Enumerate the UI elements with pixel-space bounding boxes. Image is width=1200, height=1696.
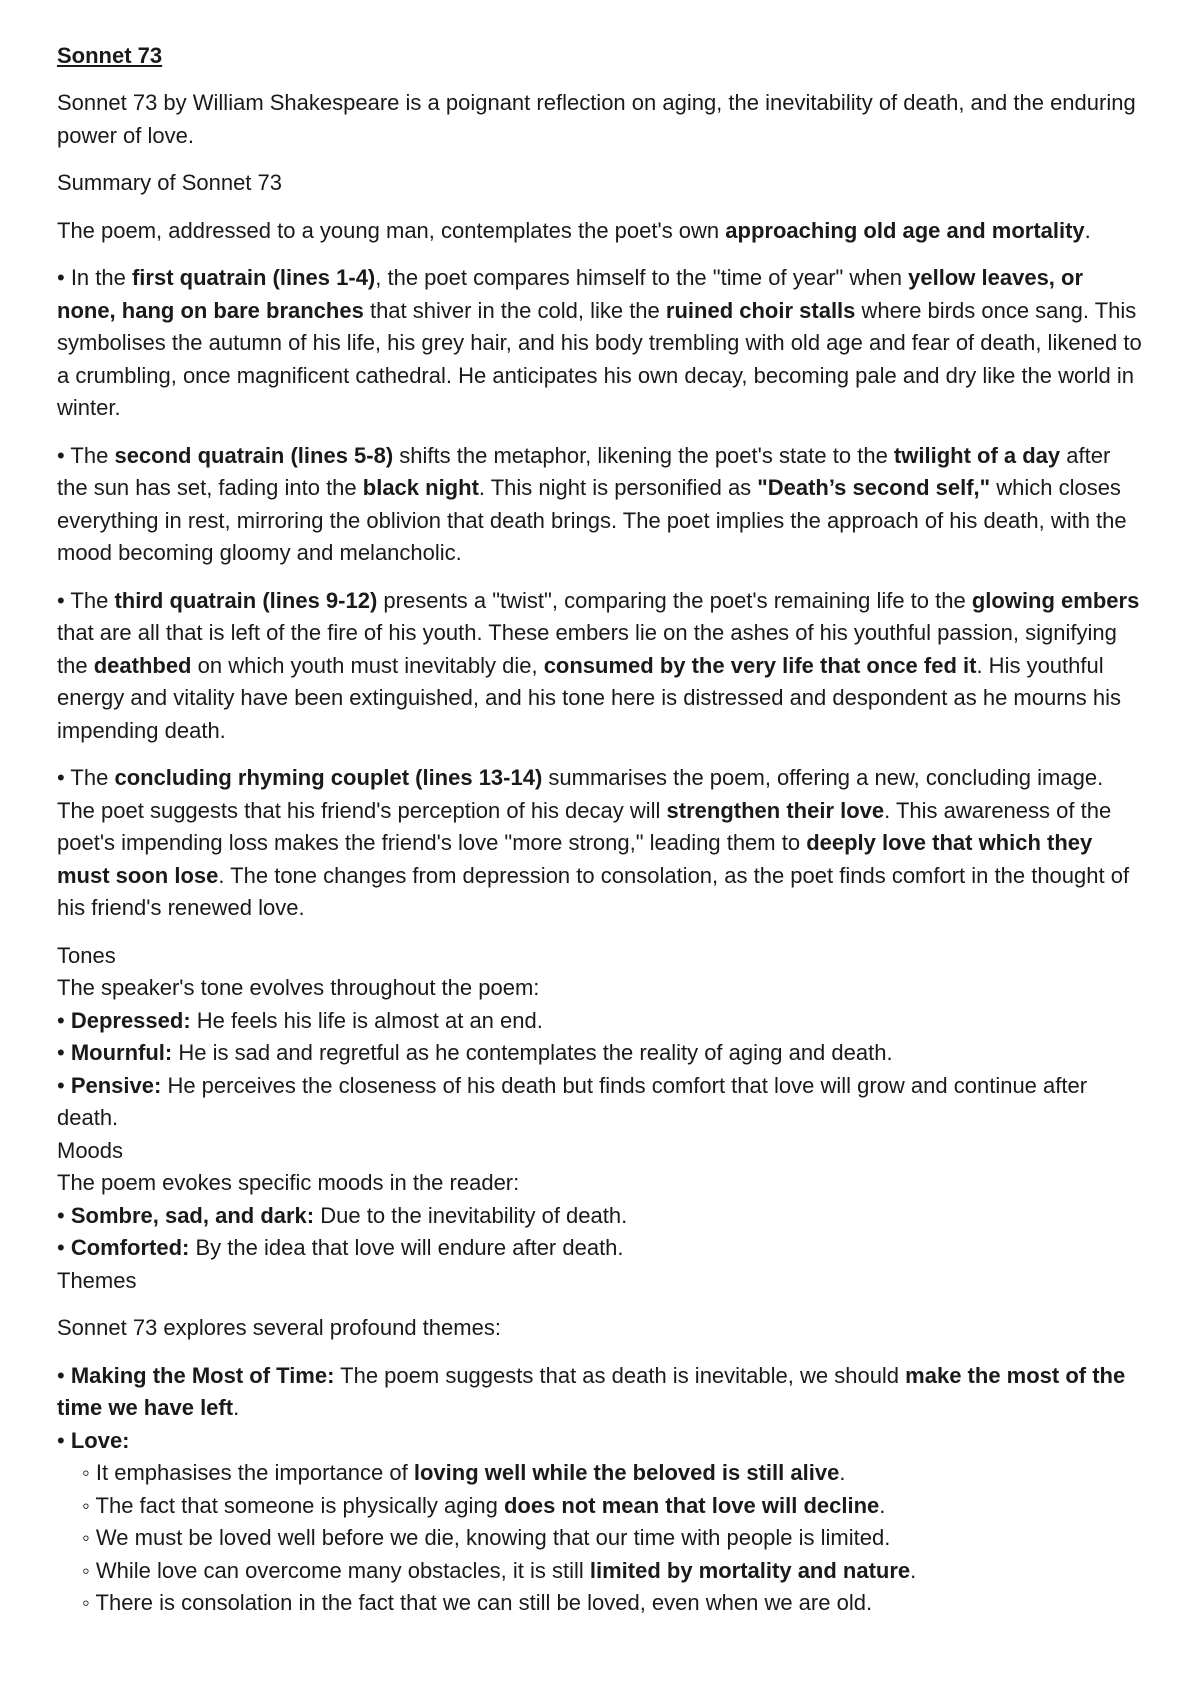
text-run: where birds once sang. This symbolises the autumn of his life, his grey hair, and his body trembling with old age and fear of death, likened to a crumbling, once magnificent cathedral. He anticipates his own decay, becoming pale and dry like the world in winter. [57, 297, 1142, 420]
paragraph [57, 1265, 1144, 1298]
bold-text: glowing embers [971, 587, 1140, 613]
text-run: which closes everything in rest, mirroring the oblivion that death brings. The poet implies the approach of his death, with the mood becoming gloomy and melancholic. [57, 475, 1127, 565]
bold-text: concluding rhyming couplet (lines 13-14) [114, 765, 543, 790]
paragraph [57, 585, 1144, 748]
text-run: The poem, addressed to a young man, contemplates the poet's own [57, 217, 726, 243]
text-run: that are all that is left of the fire of his youth. These embers lie on the ashes of his youthful passion, signifying the [57, 620, 1117, 678]
bold-text: black night [362, 475, 479, 500]
bold-text: "Death’s second self," [757, 475, 991, 500]
bold-text: Pensive: [70, 1072, 162, 1098]
bold-text: consumed by the very life that once fed it [543, 652, 977, 678]
text-run: . His youthful energy and vitality have been extinguished, and his tone here is distressed and despondent as he mourns his impending death. [57, 652, 1122, 743]
paragraph [57, 972, 1144, 1005]
paragraph [57, 167, 1144, 200]
text-run: . [910, 1557, 917, 1583]
text-run: shifts the metaphor, likening the poet's state to the [393, 442, 894, 468]
text-run: after the sun has set, fading into the [57, 442, 1111, 500]
bold-text: deathbed [93, 652, 192, 678]
text-run: on which youth must inevitably die, [191, 652, 544, 678]
paragraph [57, 1167, 1144, 1200]
text-run: • The [57, 442, 115, 468]
document-body [57, 87, 1144, 1620]
text-run: • [57, 1007, 71, 1033]
text-run: He feels his life is almost at an end. [190, 1007, 543, 1033]
bold-text: does not mean that love will decline [503, 1492, 880, 1518]
text-run: . [233, 1395, 240, 1420]
text-run: • [57, 1427, 71, 1453]
text-run: Due to the inevitability of death. [314, 1202, 628, 1228]
text-run: The poem suggests that as death is inevitable, we should [334, 1362, 906, 1388]
text-run: • [57, 1235, 71, 1260]
text-run: ◦ It emphasises the importance of [82, 1460, 414, 1485]
paragraph [57, 440, 1144, 570]
sub-list-item [57, 1522, 1144, 1555]
bold-text: second quatrain (lines 5-8) [114, 442, 394, 468]
sub-list-item [57, 1587, 1144, 1620]
paragraph [57, 1005, 1144, 1038]
sub-list-item [57, 1457, 1144, 1490]
paragraph [57, 1232, 1144, 1265]
text-run: presents a "twist", comparing the poet's remaining life to the [377, 587, 972, 613]
text-run: He perceives the closeness of his death but finds comfort that love will grow and continue after death. [57, 1072, 1088, 1130]
bold-text: make the most of the time we have left [57, 1362, 1126, 1420]
text-run: ◦ The fact that someone is physically aging [82, 1492, 504, 1518]
text-run: , the poet compares himself to the "time of year" when [375, 265, 909, 290]
paragraph [57, 215, 1144, 248]
text-run: The speaker's tone evolves throughout the poem: [57, 975, 540, 1000]
paragraph [57, 1425, 1144, 1458]
text-run: • [57, 1362, 71, 1388]
text-run: • In the [57, 265, 132, 290]
paragraph [57, 1070, 1144, 1135]
text-run: . The tone changes from depression to consolation, as the poet finds comfort in the thought of his friend's renewed love. [57, 862, 1130, 920]
bold-text: first quatrain (lines 1-4) [131, 265, 376, 290]
paragraph [57, 1200, 1144, 1233]
text-run: The poem evokes specific moods in the reader: [57, 1170, 520, 1195]
text-run: . [839, 1460, 846, 1485]
bold-text: deeply love that which they must soon lose [57, 830, 1093, 888]
text-run: • The [57, 765, 115, 790]
document-title: Sonnet 73 [57, 43, 163, 68]
bold-text: Love: [70, 1427, 130, 1453]
bold-text: Mournful: [70, 1040, 173, 1065]
bold-text: yellow leaves, or none, hang on bare branches [57, 265, 1084, 323]
bold-text: ruined choir stalls [665, 297, 856, 323]
text-run: ◦ We must be loved well before we die, knowing that our time with people is limited. [82, 1525, 891, 1550]
paragraph [57, 1360, 1144, 1425]
text-run: • The [57, 587, 115, 613]
bold-text: Depressed: [70, 1007, 191, 1033]
sub-list-item [57, 1555, 1144, 1588]
text-run: Summary of Sonnet 73 [57, 170, 283, 195]
text-run: • [57, 1202, 71, 1228]
bold-text: Sombre, sad, and dark: [70, 1202, 315, 1228]
text-run: By the idea that love will endure after death. [189, 1235, 624, 1260]
bold-text: third quatrain (lines 9-12) [114, 587, 378, 613]
text-run: ◦ There is consolation in the fact that we can still be loved, even when we are old. [82, 1590, 873, 1615]
bold-text: loving well while the beloved is still alive [413, 1460, 840, 1485]
text-run: Tones [57, 942, 116, 968]
text-run: He is sad and regretful as he contemplates the reality of aging and death. [172, 1040, 893, 1065]
text-run: Themes [57, 1267, 137, 1293]
text-run: . This awareness of the poet's impending loss makes the friend's love "more strong," leading them to [57, 797, 1112, 855]
text-run: Moods [57, 1137, 124, 1163]
sub-list-item [57, 1490, 1144, 1523]
bold-text: twilight of a day [893, 442, 1061, 468]
paragraph [57, 1037, 1144, 1070]
paragraph [57, 1135, 1144, 1168]
text-run: . This night is personified as [478, 475, 758, 500]
text-run: that shiver in the cold, like the [363, 297, 666, 323]
bold-text: limited by mortality and nature [589, 1557, 911, 1583]
text-run: • [57, 1040, 71, 1065]
paragraph [57, 262, 1144, 425]
text-run: Sonnet 73 by William Shakespeare is a poignant reflection on aging, the inevitability of death, and the enduring power of love. [57, 90, 1136, 148]
text-run: ◦ While love can overcome many obstacles, it is still [82, 1557, 590, 1583]
text-run: Sonnet 73 explores several profound themes: [57, 1315, 501, 1340]
paragraph [57, 87, 1144, 152]
bold-text: Making the Most of Time: [70, 1362, 335, 1388]
text-run: • [57, 1072, 71, 1098]
text-run: . [1084, 217, 1091, 243]
bold-text: Comforted: [70, 1235, 190, 1260]
paragraph [57, 1312, 1144, 1345]
bold-text: strengthen their love [666, 797, 885, 823]
text-run: summarises the poem, offering a new, concluding image. The poet suggests that his friend's perception of his decay will [57, 765, 1104, 823]
bold-text: approaching old age and mortality [725, 217, 1085, 243]
paragraph [57, 762, 1144, 925]
text-run: . [879, 1492, 886, 1518]
paragraph [57, 940, 1144, 973]
